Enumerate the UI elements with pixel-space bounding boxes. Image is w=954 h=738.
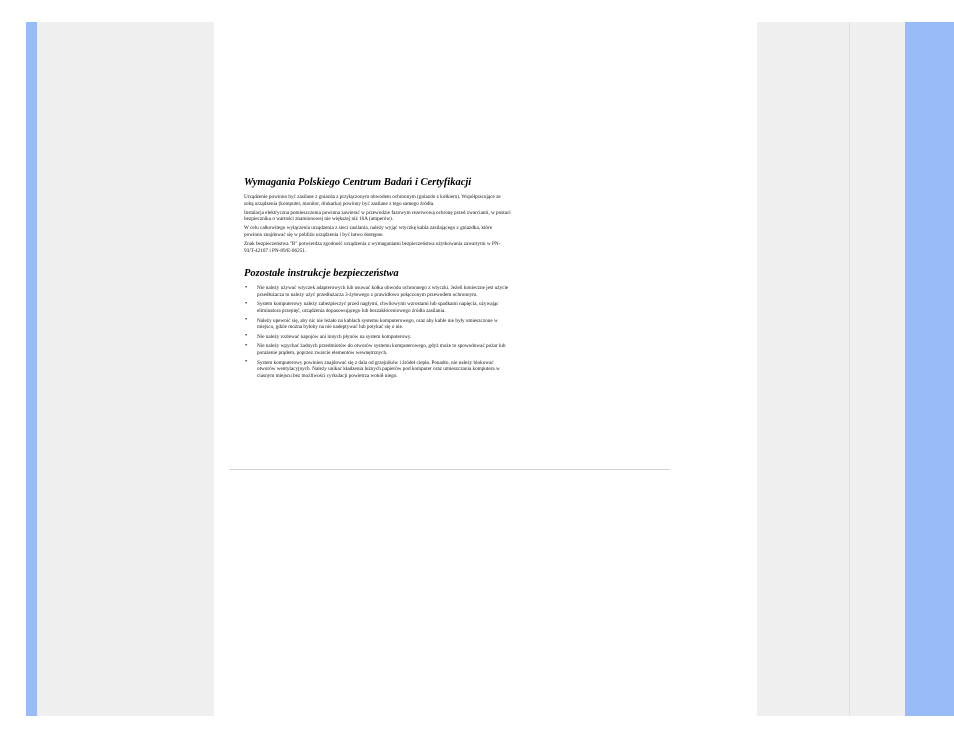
left-margin-panel (37, 22, 214, 716)
right-margin-rule (849, 22, 850, 716)
document-content (244, 176, 511, 382)
list-item: • Nie należy rozlewać napojów ani innych płynów na system komputerowy. (244, 334, 511, 341)
section-heading-pcbc: Wymagania Polskiego Centrum Badań i Certyfikacji (244, 177, 472, 188)
horizontal-divider (229, 469, 670, 470)
list-item: • System komputerowy powinien znajdować się z dala od grzejników i źródeł ciepła. Ponadto, nie należy blokować otworów wentylacyjnych. Należy unikać kładzenia luźnych papierów pod komputer oraz umieszczania komputera w ciasnym miejscu bez możliwości cyrkulacji powietrza wokół niego. (244, 360, 511, 380)
list-item: • Nie należy wpychać żadnych przedmiotów do otworów systemu komputerowego, gdyż może to spowodować pożar lub porażenie prądem, poprzez zwarcie elementów wewnętrznych. (244, 343, 511, 356)
right-margin-panel (757, 22, 905, 716)
list-item: • Należy upewnić się, aby nic nie leżało na kablach systemu komputerowego, oraz aby kable nie były umieszczone w miejscu, gdzie można byłoby na nie nadeptywać lub potykać się o nie. (244, 318, 511, 331)
pcbc-paragraph: Instalacja elektryczna pomieszczenia powinna zawierać w przewodzie fazowym rezerwową ochronę przed zwarciami, w postaci bezpiecznika o wartości znamionowej nie większej niż 16A (amperów). (244, 209, 511, 223)
safety-instructions-list (244, 285, 511, 379)
right-accent-bar (905, 22, 954, 716)
left-accent-bar (26, 22, 37, 716)
section-heading-safety: Pozostałe instrukcje bezpieczeństwa (244, 268, 399, 280)
pcbc-paragraph: Znak bezpieczeństwa "B" potwierdza zgodność urządzenia z wymaganiami bezpieczeństwa użytkowania zawartymi w PN-93/T-42107 i PN-89/E-06251. (244, 241, 501, 254)
list-item: • System komputerowy należy zabezpieczyć przed nagłymi, chwilowymi wzrostami lub spadkami napięcia, używając eliminatora przepięć, urządzenia dopasowującego lub bezzakłóceniowego źródła zasilania. (244, 301, 511, 314)
pcbc-paragraph: W celu całkowitego wyłączenia urządzenia z sieci zasilania, należy wyjąć wtyczkę kabla zasilającego z gniazdka, które powinno znajdować się w pobliżu urządzenia i być łatwo dostępne. (244, 225, 493, 238)
pcbc-paragraph: Urządzenie powinno być zasilane z gniazda z przyłączonym obwodem ochronnym (gniazdo z kołkiem). Współpracujące ze sobą urządzenia (komputer, monitor, drukarka) powinny być zasilane z tego samego źródła. (244, 194, 501, 207)
list-item: • Nie należy używać wtyczek adapterowych lub usuwać kołka obwodu ochronnego z wtyczki. Jeżeli konieczne jest użycie przedłużacza to należy użyć przedłużacza 3-żyłowego z prawidłowo połączonym przewodem ochronnym. (244, 285, 511, 298)
